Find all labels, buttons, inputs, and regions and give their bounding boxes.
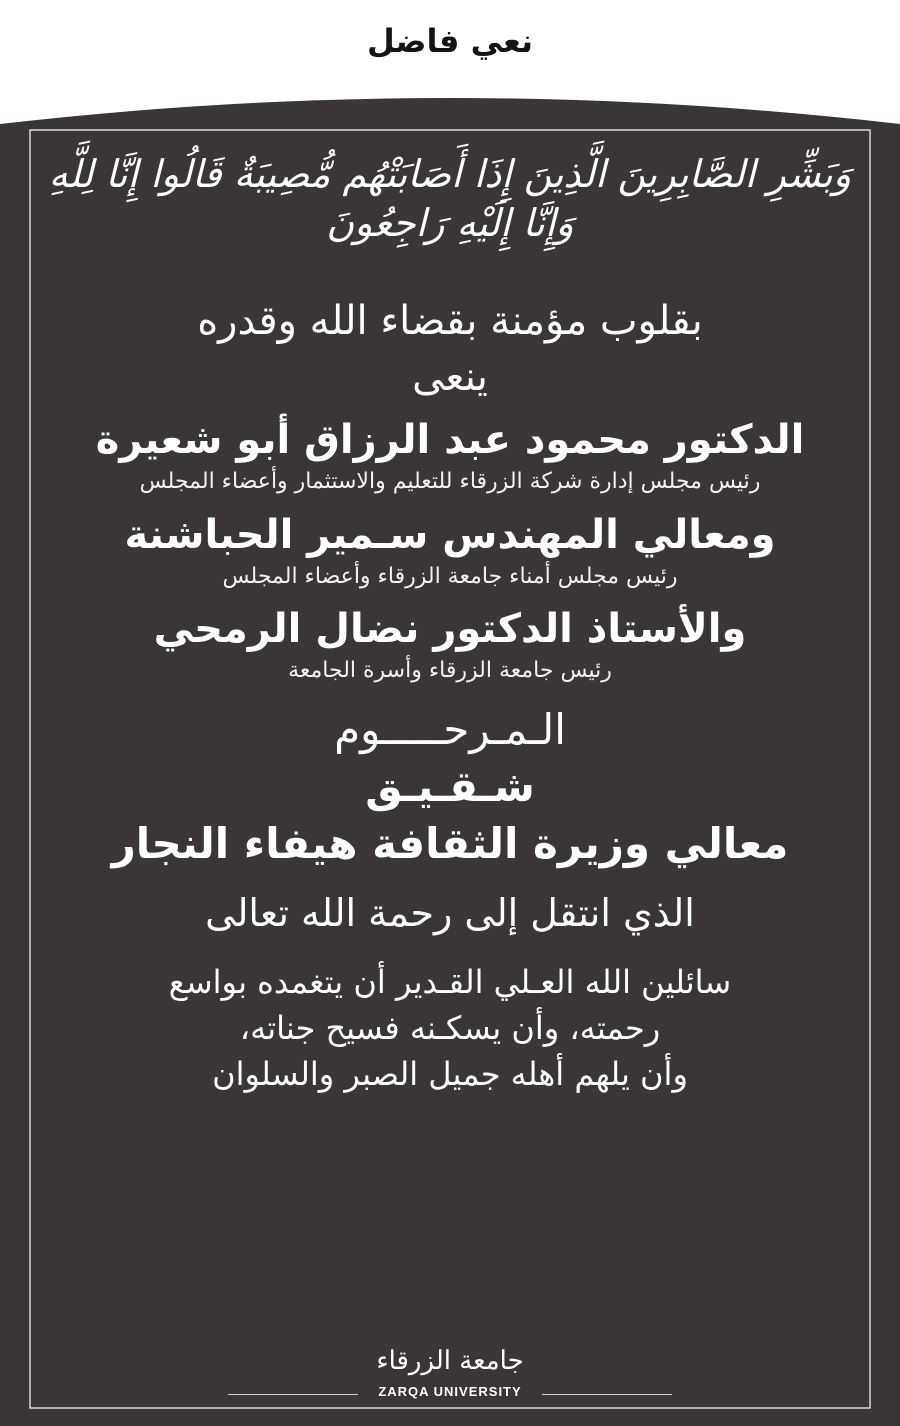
prayer-line: رحمته، وأن يسكـنه فسيح جناته،: [239, 1008, 661, 1047]
logo-arabic-text: جامعة الزرقاء: [376, 1346, 524, 1376]
quran-verse: وَبَشِّرِ الصَّابِرِينَ الَّذِينَ إِذَا أَصَابَتْهُم مُّصِيبَةٌ قَالُوا إِنَّا لِلَّهِ وَإِنَّا إِلَيْهِ رَاجِعُونَ: [48, 152, 852, 246]
mourner-role: رئيس مجلس إدارة شركة الزرقاء للتعليم والاستثمار وأعضاء المجلس: [139, 468, 761, 494]
prayer-line: سائلين الله العـلي القـدير أن يتغمده بواسع: [168, 962, 732, 1001]
mourner-name: الدكتور محمود عبد الرزاق أبو شعيرة: [95, 416, 805, 463]
prayer-line: وأن يلهم أهله جميل الصبر والسلوان: [212, 1055, 688, 1094]
mourner-name: والأستاذ الدكتور نضال الرمحي: [153, 606, 747, 653]
deceased-label: الـمـرحـــــوم: [334, 705, 566, 755]
mourner-name: ومعالي المهندس سـمير الحباشنة: [124, 511, 776, 558]
passed-line: الذي انتقل إلى رحمة الله تعالى: [205, 891, 695, 936]
mourner-role: رئيس جامعة الزرقاء وأسرة الجامعة: [288, 658, 612, 684]
prayer-block: [30, 959, 870, 1098]
logo-english-text: ZARQA UNIVERSITY: [378, 1384, 522, 1399]
relation-label: شـقـيـق: [365, 761, 535, 811]
university-logo: [0, 1346, 900, 1406]
mourn-verb: ينعى: [412, 353, 488, 400]
mourner-entry: [30, 508, 870, 593]
page-title: نعي فاضل: [366, 22, 534, 60]
minister-name: معالي وزيرة الثقافة هيفاء النجار: [111, 818, 789, 868]
mourner-entry: [30, 413, 870, 498]
mourner-entry: [30, 602, 870, 687]
mourner-role: رئيس مجلس أمناء جامعة الزرقاء وأعضاء المجلس: [222, 563, 678, 589]
intro-line: بقلوب مؤمنة بقضاء الله وقدره: [197, 297, 703, 344]
notice-content: [30, 150, 870, 1098]
